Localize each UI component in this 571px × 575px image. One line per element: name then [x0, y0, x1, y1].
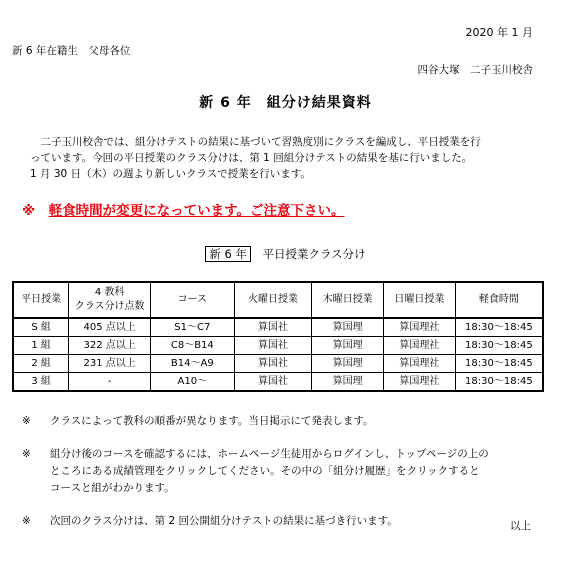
cell-sunday: 算国理社 [384, 355, 456, 373]
closing-remark: 以上 [510, 520, 531, 532]
cell-snack-time: 18:30～18:45 [455, 318, 543, 337]
cell-tuesday: 算国社 [234, 318, 312, 337]
subtitle-text: 平日授業クラス分け [262, 247, 366, 261]
header-thursday: 木曜日授業 [312, 282, 384, 318]
note-item [22, 446, 542, 497]
cell-class: S 組 [13, 318, 69, 337]
snack-time-notice [22, 199, 345, 219]
cell-course: S1～C7 [150, 318, 234, 337]
cell-sunday: 算国理社 [384, 337, 456, 355]
cell-course: B14～A9 [150, 355, 234, 373]
note-text: 次回のクラス分けは、第 2 回公開組分けテストの結果に基づき行います。 [50, 515, 398, 527]
note-item [22, 413, 542, 430]
cell-sunday: 算国理社 [384, 318, 456, 337]
notes-section [22, 413, 542, 546]
header-tuesday: 火曜日授業 [234, 282, 312, 318]
cell-score: 405 点以上 [69, 318, 151, 337]
cell-course: A10～ [150, 373, 234, 392]
table-header-row [13, 282, 543, 318]
cell-thursday: 算国理 [312, 373, 384, 392]
table-row [13, 373, 543, 392]
cell-snack-time: 18:30～18:45 [455, 355, 543, 373]
note-text: クラスによって教科の順番が異なります。当日掲示にて発表します。 [50, 415, 374, 427]
note-text: 組分け後のコースを確認するには、ホームページ生徒用からログインし、トップページの上の ところにある成績管理をクリックしてください。その中の「組分け履歴」をクリックすると コースと組がわかります。 [50, 448, 489, 494]
header-course: コース [150, 282, 234, 318]
note-mark: ※ [22, 515, 31, 527]
class-assignment-table [12, 281, 544, 392]
cell-score: 322 点以上 [69, 337, 151, 355]
cell-snack-time: 18:30～18:45 [455, 373, 543, 392]
document-date: 2020 年 1 月 [465, 26, 533, 39]
table-row [13, 318, 543, 337]
notice-mark: ※ [22, 203, 36, 219]
intro-line: っています。今回の平日授業のクラス分けは、第 1 回組分けテストの結果を基に行いました。 [30, 152, 473, 164]
table-row [13, 337, 543, 355]
intro-line: 1 月 30 日（木）の週より新しいクラスで授業を行います。 [30, 168, 311, 180]
cell-tuesday: 算国社 [234, 355, 312, 373]
note-item [22, 513, 542, 530]
cell-score: 231 点以上 [69, 355, 151, 373]
cell-score: - [69, 373, 151, 392]
intro-paragraph [30, 134, 530, 182]
document-title: 新 6 年 組分け結果資料 [199, 95, 372, 111]
note-mark: ※ [22, 415, 31, 427]
grade-label: 新 6 年 [205, 246, 251, 262]
cell-class: 2 組 [13, 355, 69, 373]
cell-tuesday: 算国社 [234, 373, 312, 392]
cell-thursday: 算国理 [312, 337, 384, 355]
note-mark: ※ [22, 448, 31, 460]
table-row [13, 355, 543, 373]
cell-snack-time: 18:30～18:45 [455, 337, 543, 355]
header-sunday: 日曜日授業 [384, 282, 456, 318]
cell-sunday: 算国理社 [384, 373, 456, 392]
intro-line: 二子玉川校舎では、組分けテストの結果に基づいて習熟度別にクラスを編成し、平日授業を行 [40, 136, 481, 148]
notice-text: 軽食時間が変更になっています。ご注意下さい。 [48, 203, 345, 219]
cell-course: C8～B14 [150, 337, 234, 355]
cell-class: 3 組 [13, 373, 69, 392]
table-subtitle [0, 246, 571, 262]
header-snack-time: 軽食時間 [455, 282, 543, 318]
recipients: 新 6 年在籍生 父母各位 [12, 45, 131, 57]
cell-class: 1 組 [13, 337, 69, 355]
school-name: 四谷大塚 二子玉川校舎 [417, 64, 533, 76]
header-score: 4 教科 クラス分け点数 [69, 282, 151, 318]
cell-tuesday: 算国社 [234, 337, 312, 355]
cell-thursday: 算国理 [312, 318, 384, 337]
header-class: 平日授業 [13, 282, 69, 318]
cell-thursday: 算国理 [312, 355, 384, 373]
